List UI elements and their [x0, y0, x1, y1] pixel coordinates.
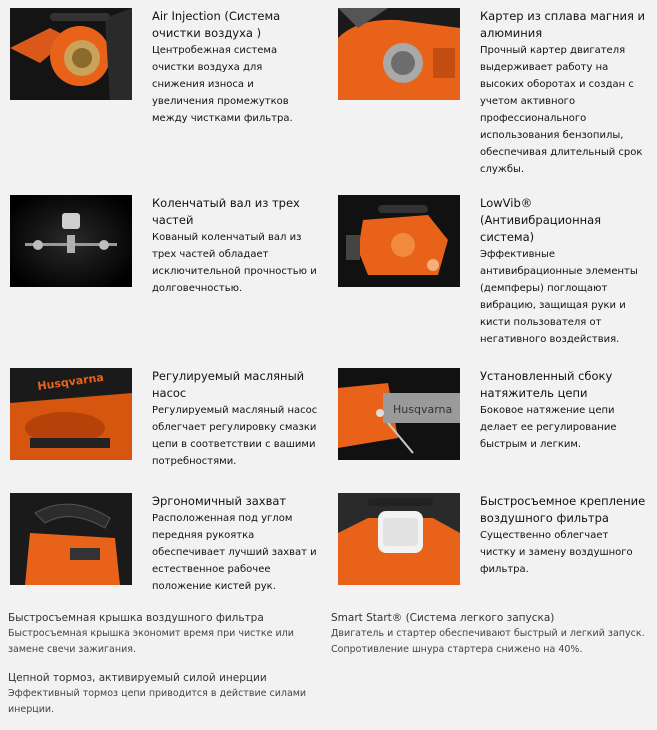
extra-feature-title: Цепной тормоз, активируемый силой инерции	[8, 672, 267, 684]
feature-text	[152, 493, 318, 595]
feature-description: Эффективные антивибрационные элементы (демпферы) поглощают вибрацию, защищая руки и кисти пользователя от негативного воздействия.	[480, 249, 638, 345]
feature-text	[480, 368, 646, 453]
feature-description: Расположенная под углом передняя рукоятка обеспечивает лучший захват и естественное рабочее положение кистей рук.	[152, 513, 317, 592]
brand-logo: Husqvarna	[36, 370, 105, 393]
feature-title: Быстросъемное крепление воздушного фильтра	[480, 494, 646, 525]
feature-text	[480, 8, 646, 178]
feature-crankcase	[338, 8, 648, 178]
feature-text	[152, 195, 318, 297]
feature-text	[480, 493, 646, 578]
ergonomic-handle-image	[10, 493, 132, 585]
feature-lowvib	[338, 195, 648, 365]
chainsaw-engine-air-injection-image	[10, 8, 132, 100]
feature-description: Кованый коленчатый вал из трех частей обладает исключительной прочностью и долговечностью.	[152, 232, 317, 294]
feature-title: Картер из сплава магния и алюминия	[480, 9, 646, 40]
feature-title: Регулируемый масляный насос	[152, 369, 305, 400]
crankshaft-image	[10, 195, 132, 287]
extra-feature-title: Smart Start® (Система легкого запуска)	[331, 612, 555, 624]
feature-title: Air Injection (Система очистки воздуха )	[152, 9, 281, 40]
air-filter-mount-image	[338, 493, 460, 585]
chainsaw-lowvib-image	[338, 195, 460, 287]
chain-tensioner-image	[338, 368, 460, 460]
brand-logo: Husqvarna	[393, 403, 453, 416]
extra-feature-title: Быстросъемная крышка воздушного фильтра	[8, 612, 264, 624]
feature-title: Эргономичный захват	[152, 494, 287, 508]
chainsaw-crankcase-image	[338, 8, 460, 100]
extra-feature-description: Быстросъемная крышка экономит время при чистке или замене свечи зажигания.	[8, 628, 294, 655]
feature-title: Установленный сбоку натяжитель цепи	[480, 369, 613, 400]
feature-text	[152, 368, 318, 470]
feature-description: Прочный картер двигателя выдерживает работу на высоких оборотах и создан с учетом активного профессионального использования бензопилы, обеспечивая длительный срок службы.	[480, 45, 643, 175]
feature-text	[480, 195, 646, 348]
extra-feature-description: Двигатель и стартер обеспечивают быстрый и легкий запуск. Сопротивление шнура стартера снижено на 40%.	[331, 628, 645, 655]
feature-title: Коленчатый вал из трех частей	[152, 196, 300, 227]
extra-feature-chain-brake	[8, 671, 328, 718]
oil-pump-adjust-image	[10, 368, 132, 460]
feature-title: LowVib® (Антивибрационная система)	[480, 196, 602, 244]
feature-description: Боковое натяжение цепи делает ее регулирование быстрым и легким.	[480, 405, 617, 450]
extra-feature-smart-start	[331, 611, 651, 658]
feature-crankshaft	[10, 195, 320, 365]
feature-text	[152, 8, 318, 127]
feature-description: Центробежная система очистки воздуха для снижения износа и увеличения промежутков между чистками фильтра.	[152, 45, 293, 124]
feature-description: Существенно облегчает чистку и замену воздушного фильтра.	[480, 530, 633, 575]
extra-feature-air-filter-cover	[8, 611, 328, 658]
extra-feature-description: Эффективный тормоз цепи приводится в действие силами инерции.	[8, 688, 307, 715]
feature-description: Регулируемый масляный насос облегчает регулировку смазки цепи в соответствии с вашими потребностями.	[152, 405, 318, 467]
feature-air-injection	[10, 8, 320, 178]
